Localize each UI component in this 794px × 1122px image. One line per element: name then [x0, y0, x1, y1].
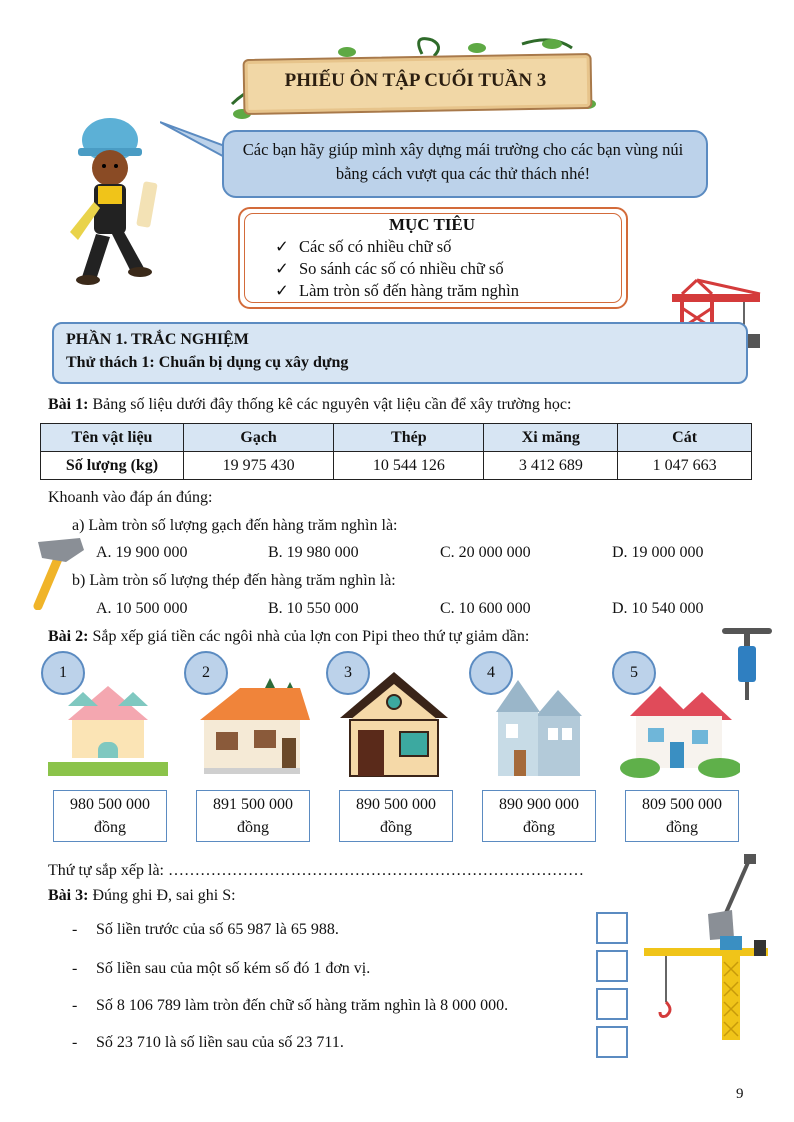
exercise-2-text: Sắp xếp giá tiền các ngôi nhà của lợn con Pipi theo thứ tự giảm dần: — [92, 628, 530, 645]
builder-boy-icon — [60, 112, 170, 292]
exercise-1-label: Bài 1: — [48, 396, 89, 413]
price-box-1 — [53, 790, 167, 842]
table-cell: 19 975 430 — [184, 452, 334, 480]
statement-text: Số liền trước của số 65 987 là 65 988. — [96, 921, 339, 938]
goals-title: MỤC TIÊU — [388, 215, 476, 234]
part-heading: PHẦN 1. TRẮC NGHIỆM — [66, 331, 249, 348]
option-a-B[interactable]: B. 19 980 000 — [268, 544, 359, 561]
exercise-1-prompt — [48, 396, 571, 414]
option-b-C[interactable]: C. 10 600 000 — [440, 600, 531, 617]
price-box-3 — [339, 790, 453, 842]
price-value: 890 900 000 — [499, 796, 579, 813]
house-number-4: 4 — [469, 651, 513, 695]
yellow-crane-icon — [640, 852, 780, 1042]
option-b-B[interactable]: B. 10 550 000 — [268, 600, 359, 617]
answer-box-1[interactable] — [596, 912, 628, 944]
table-row-header: Số lượng (kg) — [41, 452, 184, 480]
option-a-A[interactable]: A. 19 900 000 — [96, 544, 188, 561]
table-header-cell: Tên vật liệu — [41, 424, 184, 452]
price-box-2 — [196, 790, 310, 842]
price-unit: đồng — [237, 819, 269, 836]
statement-2: - Số liền sau của một số kém số đó 1 đơn vị. — [72, 960, 371, 977]
price-value: 809 500 000 — [642, 796, 722, 813]
option-b-A[interactable]: A. 10 500 000 — [96, 600, 188, 617]
house-number-2: 2 — [184, 651, 228, 695]
answer-box-3[interactable] — [596, 988, 628, 1020]
order-answer-line[interactable]: Thứ tự sắp xếp là: …………………………………………………………………… — [48, 862, 584, 879]
page-number: 9 — [736, 1086, 744, 1102]
instruction-text: Khoanh vào đáp án đúng: — [48, 489, 213, 506]
price-box-4 — [482, 790, 596, 842]
price-box-5 — [625, 790, 739, 842]
exercise-3-text: Đúng ghi Đ, sai ghi S: — [92, 887, 236, 904]
goal-item: ✓ Làm tròn số đến hàng trăm nghìn — [275, 280, 519, 302]
table-cell: 1 047 663 — [618, 452, 752, 480]
price-unit: đồng — [94, 819, 126, 836]
statement-text: Số liền sau của một số kém số đó 1 đơn vị. — [96, 960, 371, 977]
price-unit: đồng — [380, 819, 412, 836]
house-number-1: 1 — [41, 651, 85, 695]
orange-roof-house-icon — [190, 672, 310, 782]
price-value: 980 500 000 — [70, 796, 150, 813]
house-number-5: 5 — [612, 651, 656, 695]
challenge-heading: Thử thách 1: Chuẩn bị dụng cụ xây dựng — [66, 354, 349, 371]
exercise-2-label: Bài 2: — [48, 628, 89, 645]
price-unit: đồng — [523, 819, 555, 836]
exercise-2-prompt — [48, 628, 529, 646]
pink-house-icon — [48, 672, 168, 782]
materials-table — [40, 423, 752, 480]
table-header-cell: Gạch — [184, 424, 334, 452]
statement-text: Số 23 710 là số liền sau của số 23 711. — [96, 1034, 344, 1051]
goal-item: ✓ Các số có nhiều chữ số — [275, 236, 519, 258]
answer-box-2[interactable] — [596, 950, 628, 982]
goals-list — [275, 236, 519, 302]
table-cell: 10 544 126 — [334, 452, 484, 480]
brown-house-icon — [334, 672, 454, 782]
answer-box-4[interactable] — [596, 1026, 628, 1058]
page-title: PHIẾU ÔN TẬP CUỐI TUẦN 3 — [284, 70, 547, 91]
house-number-3: 3 — [326, 651, 370, 695]
table-row — [41, 424, 752, 452]
exercise-1-text: Bảng số liệu dưới đây thống kê các nguyên vật liệu cần để xây trường học: — [92, 396, 572, 413]
speech-bubble-text: Các bạn hãy giúp mình xây dựng mái trường cho các bạn vùng núi bằng cách vượt qua các thử thách nhé! — [242, 140, 684, 183]
exercise-3-prompt — [48, 887, 236, 905]
question-b: b) Làm tròn số lượng thép đến hàng trăm nghìn là: — [72, 572, 396, 589]
option-a-C[interactable]: C. 20 000 000 — [440, 544, 531, 561]
table-row — [41, 452, 752, 480]
price-value: 891 500 000 — [213, 796, 293, 813]
table-header-cell: Cát — [618, 424, 752, 452]
question-a: a) Làm tròn số lượng gạch đến hàng trăm nghìn là: — [72, 517, 398, 534]
goal-item: ✓ So sánh các số có nhiều chữ số — [275, 258, 519, 280]
statement-text: Số 8 106 789 làm tròn đến chữ số hàng trăm nghìn là 8 000 000. — [96, 997, 509, 1014]
exercise-3-label: Bài 3: — [48, 887, 89, 904]
statement-1: - Số liền trước của số 65 987 là 65 988. — [72, 921, 339, 938]
option-a-D[interactable]: D. 19 000 000 — [612, 544, 704, 561]
statement-3: - Số 8 106 789 làm tròn đến chữ số hàng trăm nghìn là 8 000 000. — [72, 997, 509, 1014]
table-header-cell: Thép — [334, 424, 484, 452]
statement-4: - Số 23 710 là số liền sau của số 23 711. — [72, 1034, 344, 1051]
price-value: 890 500 000 — [356, 796, 436, 813]
blue-house-icon — [478, 672, 598, 782]
option-b-D[interactable]: D. 10 540 000 — [612, 600, 704, 617]
table-cell: 3 412 689 — [484, 452, 618, 480]
hammer-icon — [30, 532, 90, 610]
table-header-cell: Xi măng — [484, 424, 618, 452]
price-unit: đồng — [666, 819, 698, 836]
red-roof-house-icon — [620, 672, 740, 782]
